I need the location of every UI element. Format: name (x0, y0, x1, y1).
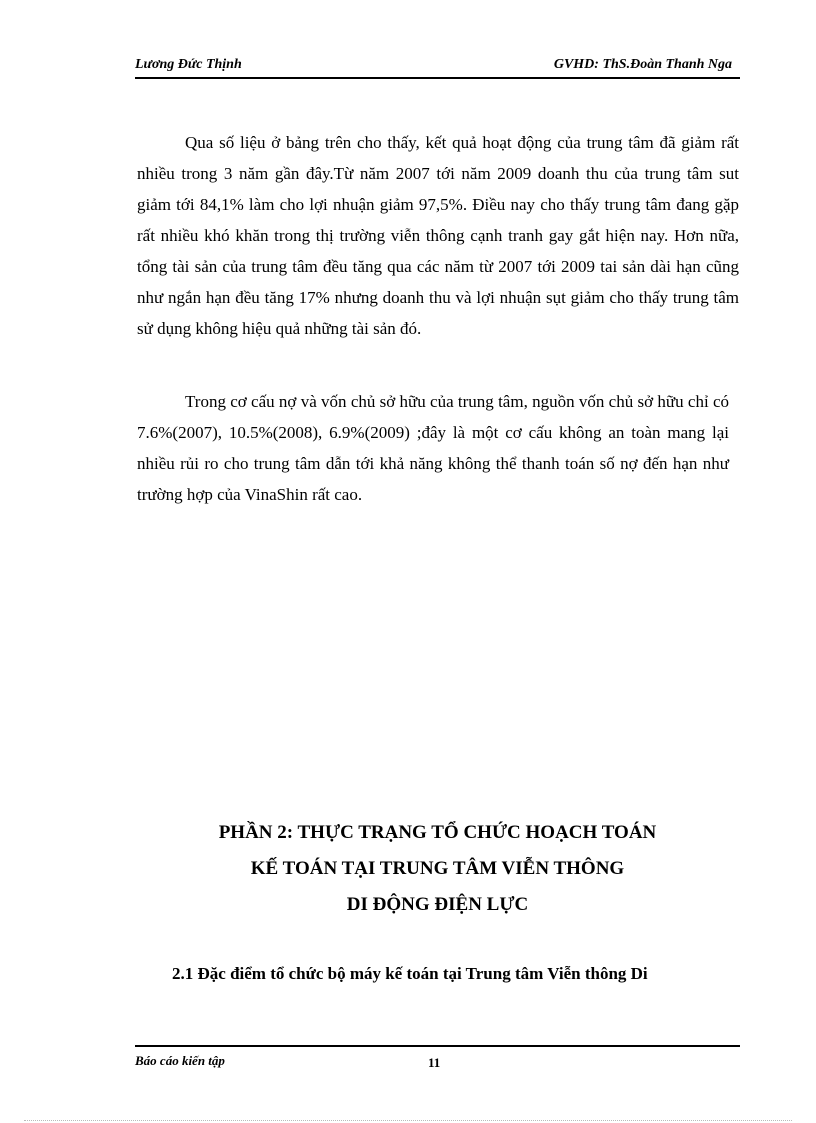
page-number: 11 (428, 1055, 441, 1070)
part-title (135, 815, 740, 923)
part-title-line-2: KẾ TOÁN TẠI TRUNG TÂM VIỄN THÔNG (250, 858, 625, 879)
page-edge-divider (24, 1120, 792, 1121)
header-rule (135, 77, 740, 79)
header-supervisor: GVHD: ThS.Đoàn Thanh Nga (553, 57, 732, 72)
part-title-line-1: PHẦN 2: THỰC TRẠNG TỔ CHỨC HOẠCH TOÁN (218, 822, 657, 843)
footer-report-label: Báo cáo kiến tập (135, 1053, 225, 1068)
footer-rule (135, 1045, 740, 1047)
header-author: Lương Đức Thịnh (135, 57, 242, 72)
body-paragraph-1: Qua số liệu ở bảng trên cho thấy, kết quả hoạt động của trung tâm đã giảm rất nhiều trong 3 năm gần đây.Từ năm 2007 tới năm 2009 doanh thu của trung tâm sut giảm tới 84,1% làm cho lợi nhuận giảm 97,5%. Điều nay cho thấy trung tâm đang gặp rất nhiều khó khăn trong thị trường viễn thông cạnh tranh gay gắt hiện nay. Hơn nữa, tổng tài sản của trung tâm đều tăng qua các năm từ 2007 tới 2009 tai sản dài hạn cũng như ngắn hạn đều tăng 17% nhưng doanh thu và lợi nhuận sụt giảm cho thấy trung tâm sử dụng không hiệu quả những tài sản đó. (137, 133, 739, 338)
section-heading: 2.1 Đặc điểm tổ chức bộ máy kế toán tại Trung tâm Viễn thông Di (172, 964, 648, 983)
part-title-line-3: DI ĐỘNG ĐIỆN LỰC (346, 894, 529, 915)
body-paragraph-2: Trong cơ cấu nợ và vốn chủ sở hữu của trung tâm, nguồn vốn chủ sở hữu chỉ có 7.6%(2007), 10.5%(2008), 6.9%(2009) ;đây là một cơ cấu không an toàn mang lại nhiều rủi ro cho trung tâm dẫn tới khả năng không thể thanh toán số nợ đến hạn như trường hợp của VinaShin rất cao. (137, 392, 729, 504)
page-header (135, 57, 740, 79)
